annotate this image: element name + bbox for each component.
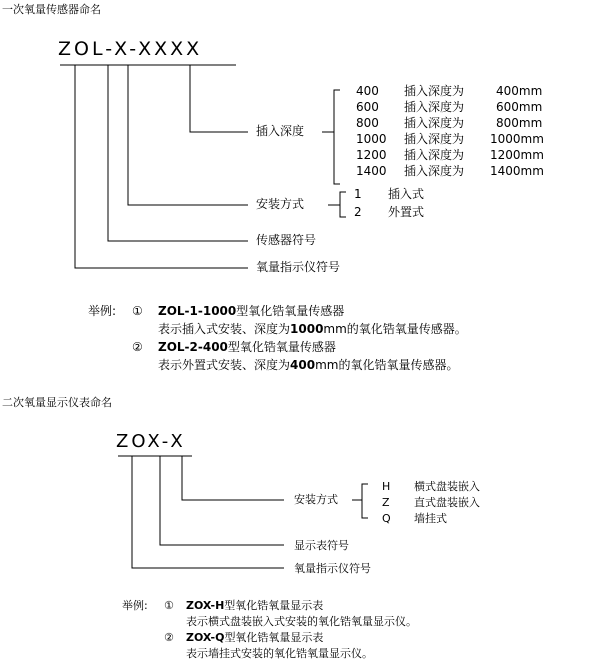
example-suffix: 型氧化锆氧量传感器 [227,340,336,354]
depth-option-code: 1400 [356,164,387,178]
s2-example-line [186,600,323,611]
depth-option-text: 插入深度为 [404,148,465,162]
section1-title: 一次氧量传感器命名 [2,3,101,16]
s2-example-number: ① [164,599,174,612]
sensor-symbol-label: 传感器符号 [256,233,317,247]
depth-option-code: 1200 [356,148,387,162]
depth-option-value: 1200mm [490,148,544,162]
s2-install-option-code: H [382,480,391,493]
s2-install-option-text: 横式盘装嵌入 [414,480,480,493]
depth-option-code: 400 [356,84,379,98]
depth-option-text: 插入深度为 [404,132,465,146]
depth-option-value: 1000mm [490,132,544,146]
install-method-label: 安装方式 [256,197,305,211]
example-suffix: 型氧化锆氧量传感器 [236,304,345,318]
indicator-symbol-label: 氧量指示仪符号 [256,260,341,274]
depth-option-code: 800 [356,116,379,130]
example-desc-text: 表示外置式安装、深度为 [158,358,291,372]
s2-example-number: ② [164,631,174,644]
example-desc-text: mm的氧化锆氧量传感器。 [315,358,459,372]
depth-option-text: 插入深度为 [404,100,465,114]
s2-indicator-symbol-label: 氧量指示仪符号 [294,562,371,575]
depth-option-code: 1000 [356,132,387,146]
example-desc-text: 表示插入式安装、深度为 [158,322,291,336]
s2-example-model: ZOX-Q [186,631,225,644]
example-desc-value: 400 [290,358,316,372]
s2-example-model: ZOX-H [186,599,225,612]
example-model: ZOL-2-400 [158,340,228,354]
s2-example-prefix: 举例: [122,599,148,612]
s2-example-suffix: 型氧化锆氧量显示表 [224,599,324,612]
section1-model-code: ZOL-X-XXXX [58,38,203,60]
display-symbol-label: 显示表符号 [294,539,349,552]
s2-install-option-code: Z [382,496,390,509]
section2-title: 二次氧量显示仪表命名 [2,396,112,409]
s2-install-option-code: Q [382,512,391,525]
install-option-text: 插入式 [388,187,425,201]
depth-option-text: 插入深度为 [404,116,465,130]
section2-model-code: ZOX-X [116,431,186,452]
example-number: ① [132,304,143,318]
depth-option-code: 600 [356,100,379,114]
depth-option-value: 1400mm [490,164,544,178]
install-option-code: 1 [354,187,362,201]
depth-option-text: 插入深度为 [404,164,465,178]
install-option-code: 2 [354,205,362,219]
s2-example-description: 表示横式盘装嵌入式安装的氧化锆氧量显示仪。 [186,615,417,628]
depth-option-value: 600mm [496,100,543,114]
depth-label: 插入深度 [256,124,305,138]
install-option-text: 外置式 [388,205,425,219]
example-desc-value: 1000 [290,322,324,336]
example-model: ZOL-1-1000 [158,304,237,318]
depth-option-value: 400mm [496,84,543,98]
s2-example-description: 表示墙挂式安装的氧化锆氧量显示仪。 [186,647,373,660]
example-prefix: 举例: [88,304,117,318]
s2-install-option-text: 墙挂式 [414,512,447,525]
s2-example-suffix: 型氧化锆氧量显示表 [224,631,324,644]
s2-install-option-text: 直式盘装嵌入 [414,496,480,509]
example-desc-text: mm的氧化锆氧量传感器。 [323,322,467,336]
s2-example-line [186,632,323,643]
s2-install-method-label: 安装方式 [294,493,338,506]
depth-option-value: 800mm [496,116,543,130]
example-number: ② [132,340,143,354]
depth-option-text: 插入深度为 [404,84,465,98]
